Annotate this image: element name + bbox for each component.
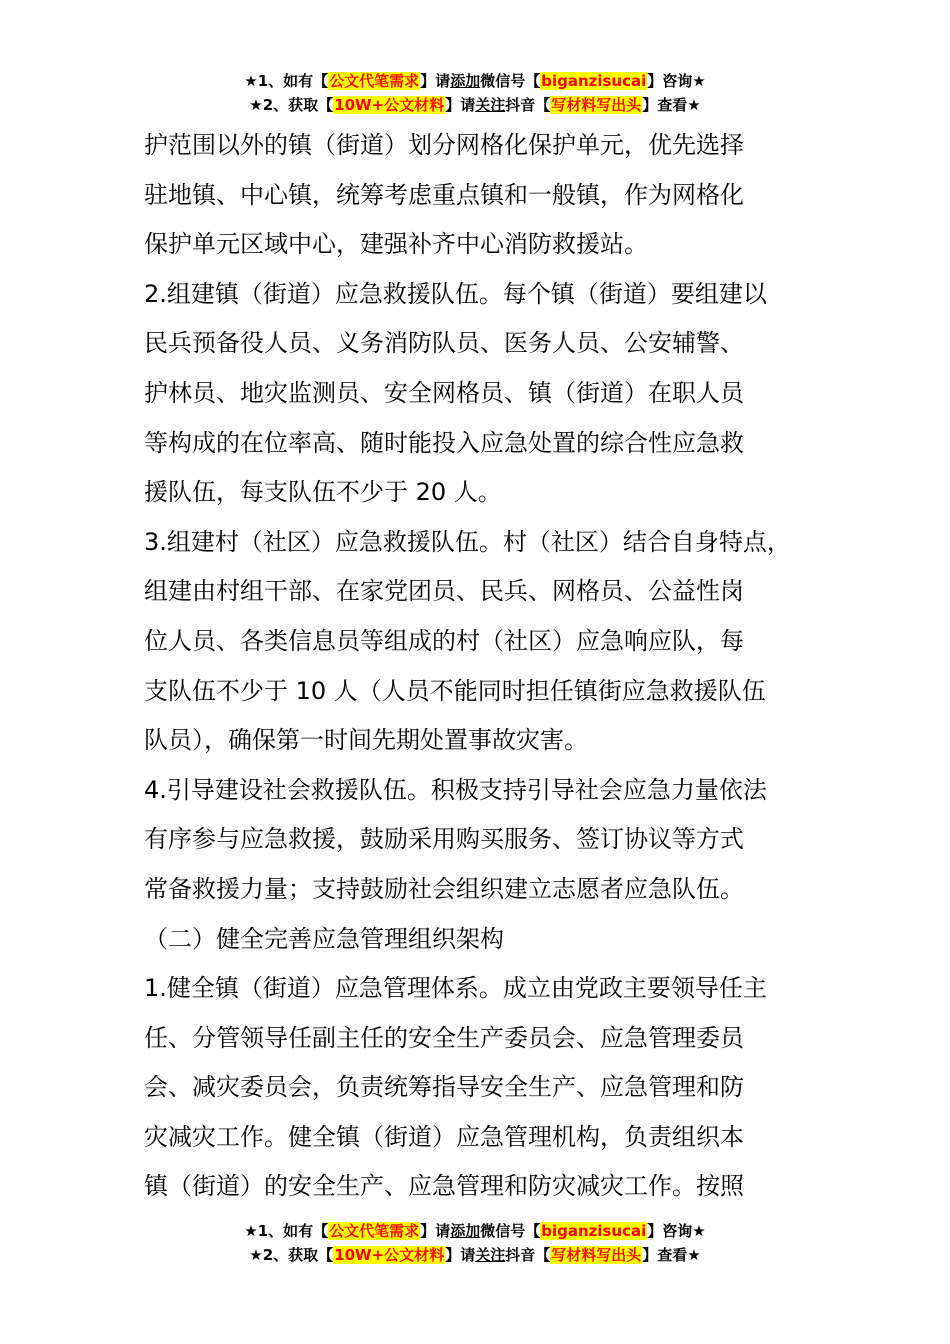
text-line: 护林员、地灾监测员、安全网格员、镇（街道）在职人员: [144, 378, 744, 407]
banner-line-2: [0, 94, 950, 118]
banner-text: ★2、获取【: [249, 96, 334, 114]
text-line: 援队伍，每支队伍不少于 20 人。: [144, 478, 502, 507]
underlined-text: 关注: [475, 1246, 506, 1264]
text-line: 会、减灾委员会，负责统筹指导安全生产、应急管理和防: [144, 1073, 744, 1102]
header-banner: [0, 70, 950, 118]
text-line: 2.组建镇（街道）应急救援队伍。每个镇（街道）要组建以: [144, 279, 767, 308]
text-line: 4.引导建设社会救援队伍。积极支持引导社会应急力量依法: [144, 775, 767, 804]
underlined-text: 关注: [475, 96, 506, 114]
banner-text: 】咨询★: [647, 1222, 706, 1240]
douyin-id-highlight: 写材料写出头: [551, 1246, 642, 1264]
highlight-text: 10W+公文材料: [334, 1246, 445, 1264]
document-body: [144, 121, 834, 1212]
paragraph-village-rescue-team: [144, 518, 834, 766]
text-line: 3.组建村（社区）应急救援队伍。村（社区）结合自身特点，: [144, 527, 791, 556]
text-line: 支队伍不少于 10 人（人员不能同时担任镇街应急救援队伍: [144, 676, 766, 705]
text-line: 位人员、各类信息员等组成的村（社区）应急响应队，每: [144, 626, 744, 655]
highlight-text: 公文代笔需求: [329, 1222, 420, 1240]
highlight-text: 10W+公文材料: [334, 96, 445, 114]
paragraph-social-rescue-team: [144, 766, 834, 915]
paragraph-town-rescue-team: [144, 270, 834, 518]
footer-banner: [0, 1220, 950, 1268]
banner-text: 】请: [445, 96, 476, 114]
douyin-id-highlight: 写材料写出头: [551, 96, 642, 114]
banner-line-1: [0, 1220, 950, 1244]
underlined-text: 添加: [450, 72, 481, 90]
banner-text: ★2、获取【: [249, 1246, 334, 1264]
paragraph-town-management-system: [144, 964, 834, 1212]
banner-line-1: [0, 70, 950, 94]
banner-text: 】查看★: [642, 1246, 701, 1264]
banner-text: 抖音【: [505, 96, 551, 114]
section-heading: [144, 915, 834, 965]
text-line: 驻地镇、中心镇，统筹考虑重点镇和一般镇，作为网格化: [144, 180, 744, 209]
banner-text: 微信号【: [480, 72, 541, 90]
wechat-id-highlight: biganzisucai: [541, 72, 647, 90]
paragraph-continuation: [144, 121, 834, 270]
banner-text: 】请: [420, 1222, 451, 1240]
highlight-text: 公文代笔需求: [329, 72, 420, 90]
text-line: 有序参与应急救援，鼓励采用购买服务、签订协议等方式: [144, 825, 744, 854]
text-line: 护范围以外的镇（街道）划分网格化保护单元，优先选择: [144, 131, 744, 159]
banner-text: 】咨询★: [647, 72, 706, 90]
banner-line-2: [0, 1244, 950, 1268]
text-line: 镇（街道）的安全生产、应急管理和防灾减灾工作。按照: [144, 1172, 744, 1201]
banner-text: 微信号【: [480, 1222, 541, 1240]
wechat-id-highlight: biganzisucai: [541, 1222, 647, 1240]
banner-text: 】请: [420, 72, 451, 90]
heading-line: （二）健全完善应急管理组织架构: [144, 924, 504, 953]
text-line: 民兵预备役人员、义务消防队员、医务人员、公安辅警、: [144, 329, 744, 358]
text-line: 组建由村组干部、在家党团员、民兵、网格员、公益性岗: [144, 577, 744, 606]
banner-text: ★1、如有【: [244, 1222, 329, 1240]
text-line: 保护单元区域中心，建强补齐中心消防救援站。: [144, 230, 648, 259]
text-line: 任、分管领导任副主任的安全生产委员会、应急管理委员: [144, 1023, 744, 1052]
text-line: 队员），确保第一时间先期处置事故灾害。: [144, 726, 588, 755]
banner-text: 】查看★: [642, 96, 701, 114]
text-line: 1.健全镇（街道）应急管理体系。成立由党政主要领导任主: [144, 974, 767, 1003]
text-line: 常备救援力量；支持鼓励社会组织建立志愿者应急队伍。: [144, 874, 744, 903]
banner-text: ★1、如有【: [244, 72, 329, 90]
text-line: 灾减灾工作。健全镇（街道）应急管理机构，负责组织本: [144, 1122, 744, 1151]
banner-text: 抖音【: [505, 1246, 551, 1264]
text-line: 等构成的在位率高、随时能投入应急处置的综合性应急救: [144, 428, 744, 457]
underlined-text: 添加: [450, 1222, 481, 1240]
banner-text: 】请: [445, 1246, 476, 1264]
